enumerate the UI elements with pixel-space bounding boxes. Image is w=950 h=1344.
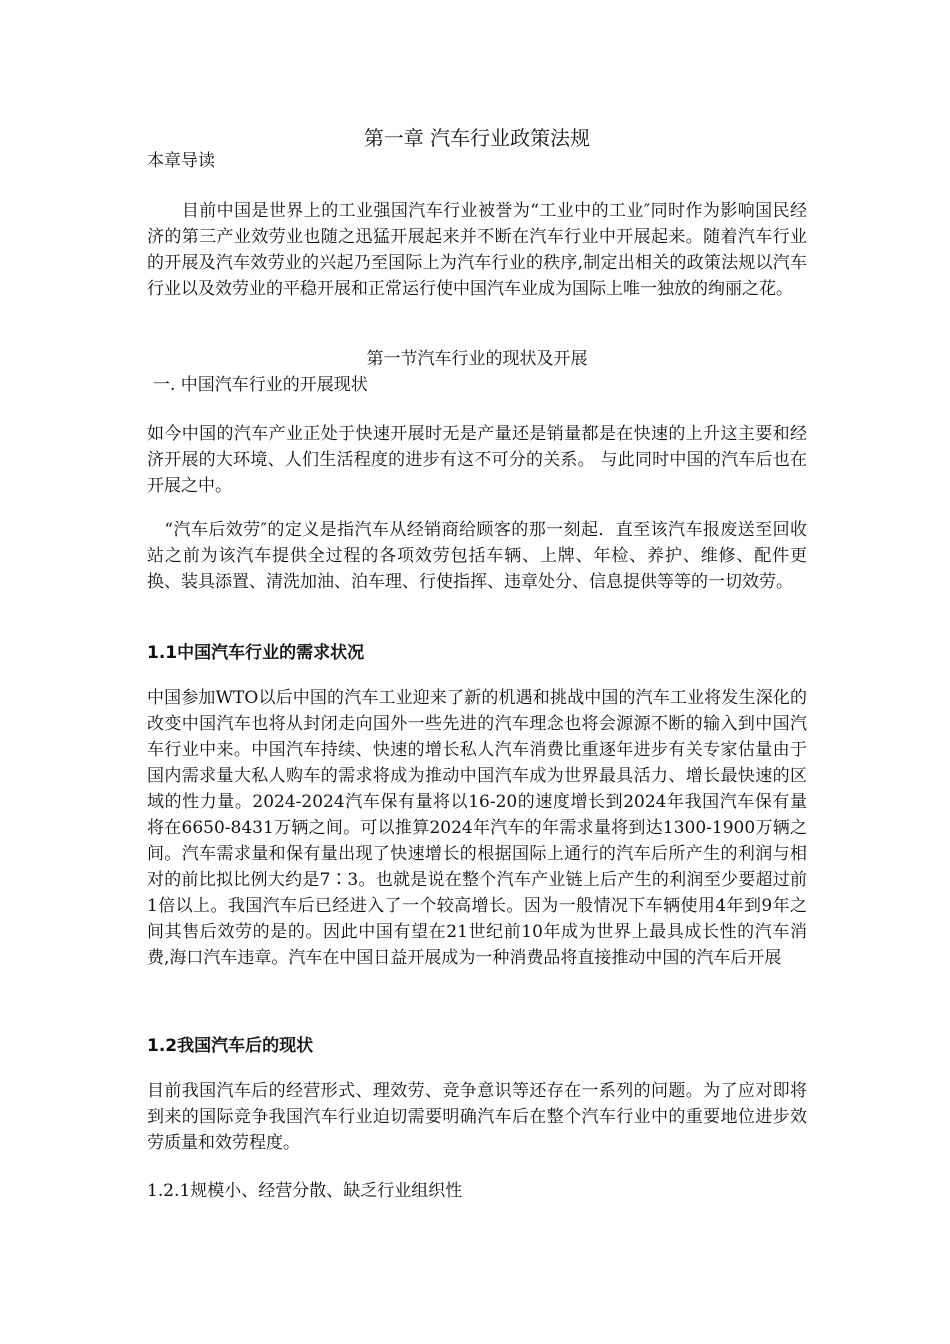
heading-1-1: 1.1中国汽车行业的需求状况 <box>147 643 365 663</box>
heading-1-2: 1.2我国汽车后的现状 <box>147 1036 314 1056</box>
definition-paragraph: “汽车后效劳″的定义是指汽车从经销商给顾客的那一刻起．直至该汽车报废送至回收站之前为该汽车提供全过程的各项效劳包括车辆、上牌、年检、养护、维修、配件更换、装具添置、清洗加油、泊车理、行使指挥、违章处分、信息提供等等的一切效劳。 <box>147 520 807 592</box>
chapter-title: 第一章 汽车行业政策法规 <box>363 126 591 150</box>
demand-paragraph: 中国参加WTO以后中国的汽车工业迎来了新的机遇和挑战中国的汽车工业将发生深化的改变中国汽车也将从封闭走向国外一些先进的汽车理念也将会源源不断的输入到中国汽车行业中来。中国汽车持续、快速的增长私人汽车消费比重逐年进步有关专家估量由于国内需求量大私人购车的需求将成为推动中国汽车成为世界最具活力、增长最快速的区域的性力量。2024-2024汽车保有量将以16-20的速度增长到2024年我国汽车保有量将在6650-8431万辆之间。可以推算2024年汽车的年需求量将到达1300-1900万辆之间。汽车需求量和保有量出现了快速增长的根据国际上通行的汽车后所产生的利润与相对的前比拟比例大约是7∶3。也就是说在整个汽车产业链上后产生的利润至少要超过前1倍以上。我国汽车后已经进入了一个较高增长。因为一般情况下车辆使用4年到9年之间其售后效劳的是的。因此中国有望在21世纪前10年成为世界上最具成长性的汽车消费,海口汽车违章。汽车在中国日益开展成为一种消费品将直接推动中国的汽车后开展 <box>147 688 807 968</box>
intro-label: 本章导读 <box>147 151 215 171</box>
current-status-paragraph: 目前我国汽车后的经营形式、理效劳、竞争意识等还存在一系列的问题。为了应对即将到来的国际竞争我国汽车行业迫切需要明确汽车后在整个汽车行业中的重要地位进步效劳质量和效劳程度。 <box>147 1081 807 1153</box>
status-paragraph: 如今中国的汽车产业正处于快速开展时无是产量还是销量都是在快速的上升这主要和经济开展的大环境、人们生活程度的进步有这不可分的关系。 与此同时中国的汽车后也在开展之中。 <box>147 424 807 496</box>
subsection-heading: 一. 中国汽车行业的开展现状 <box>153 375 368 395</box>
section-title: 第一节汽车行业的现状及开展 <box>366 349 588 369</box>
heading-1-2-1: 1.2.1规模小、经营分散、缺乏行业组织性 <box>147 1181 463 1201</box>
intro-paragraph: 目前中国是世界上的工业强国汽车行业被誉为“工业中的工业″同时作为影响国民经济的第三产业效劳业也随之迅猛开展起来并不断在汽车行业中开展起来。随着汽车行业的开展及汽车效劳业的兴起乃至国际上为汽车行业的秩序,制定出相关的政策法规以汽车行业以及效劳业的平稳开展和正常运行使中国汽车业成为国际上唯一独放的绚丽之花。 <box>147 201 807 299</box>
